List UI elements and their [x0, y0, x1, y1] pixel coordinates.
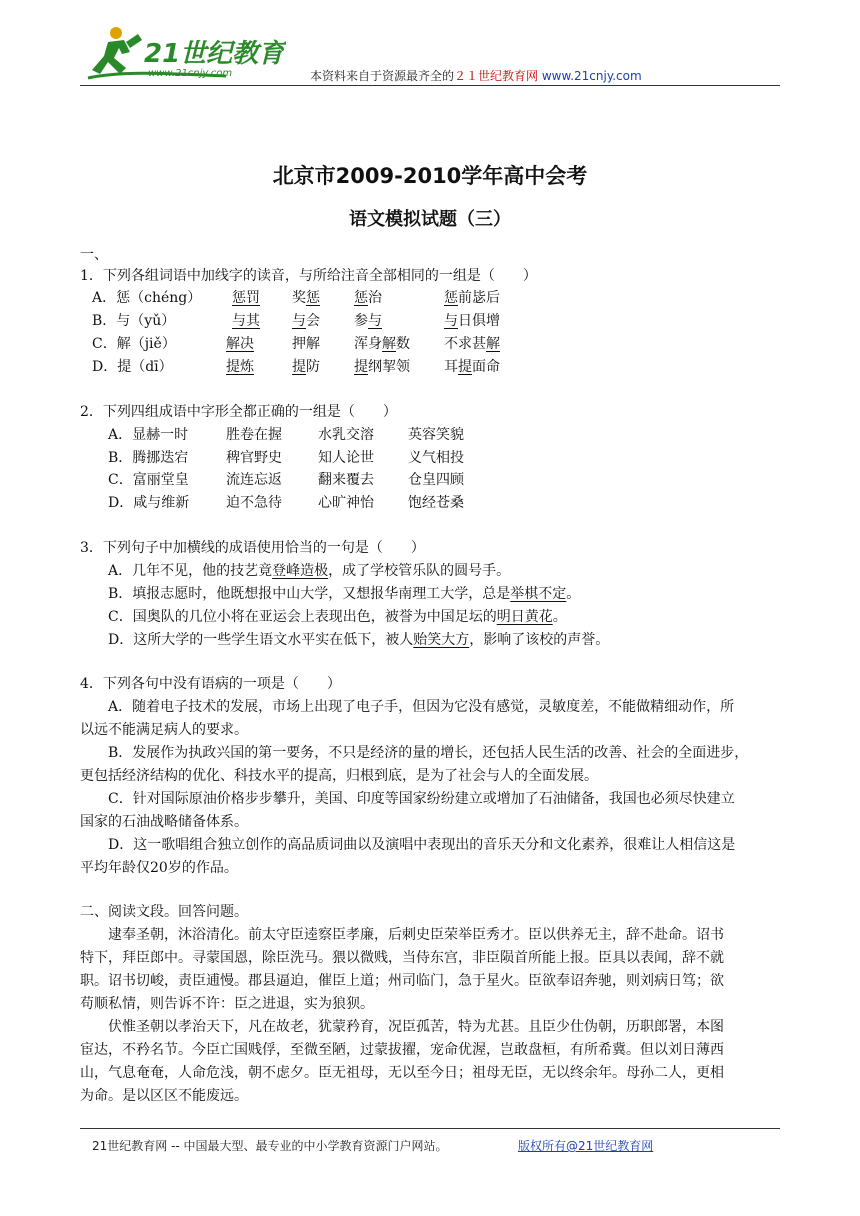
logo-text: 21世纪教育 — [144, 39, 285, 69]
q2-stem: 2．下列四组成语中字形全都正确的一组是（ ） — [80, 404, 397, 420]
logo-url: www.21cnjy.com — [148, 68, 233, 79]
passage-line: 特下，拜臣郎中。寻蒙国恩，除臣洗马。猥以微贱，当侍东宫，非臣陨首所能上报。臣具以表闻，辞不就 — [80, 950, 724, 966]
q4-option-d-line-1: D．这一歌唱组合独立创作的高品质词曲以及演唱中表现出的音乐天分和文化素养，很难让人相信这是 — [108, 837, 736, 853]
passage-line: 逮奉圣朝，沐浴清化。前太守臣逵察臣孝廉，后刺史臣荣举臣秀才。臣以供养无主，辞不赴命。诏书 — [108, 927, 724, 943]
q4-option-c-line-1: C．针对国际原油价格步步攀升，美国、印度等国家纷纷建立或增加了石油储备，我国也必须尽快建立 — [108, 791, 735, 807]
q3-option-d: D．这所大学的一些学生语文水平实在低下，被人贻笑大方，影响了该校的声誉。 — [108, 632, 610, 648]
q4-option-b-line-2: 更包括经济结构的优化、科技水平的提高，归根到底，是为了社会与人的全面发展。 — [80, 768, 598, 784]
q3-option-a: A．几年不见，他的技艺竟登峰造极，成了学校管乐队的圆号手。 — [108, 563, 511, 579]
header-divider — [80, 85, 780, 86]
passage-line: 为命。是以区区不能废远。 — [80, 1088, 248, 1104]
header-site-name: ２１世纪教育网 — [454, 69, 539, 83]
q3-option-b: B．填报志愿时，他既想报中山大学，又想报华南理工大学，总是举棋不定。 — [108, 586, 581, 602]
page-subtitle: 语文模拟试题（三） — [349, 209, 511, 230]
q4-option-c-line-2: 国家的石油战略储备体系。 — [80, 814, 248, 830]
passage-line: 苟顺私情，则告诉不许：臣之进退，实为狼狈。 — [80, 996, 374, 1012]
passage-line: 山，气息奄奄，人命危浅，朝不虑夕。臣无祖母，无以至今日；祖母无臣，无以终余年。母孙二人，更相 — [80, 1065, 724, 1081]
q4-option-d-line-2: 平均年龄仅20岁的作品。 — [80, 860, 238, 876]
header-source-note: 本资料来自于资源最齐全的２１世纪教育网 www.21cnjy.com — [310, 69, 642, 83]
footer-site-description: 21世纪教育网 -- 中国最大型、最专业的中小学教育资源门户网站。 — [92, 1139, 448, 1153]
header-site-url[interactable]: www.21cnjy.com — [541, 69, 642, 83]
section-2-label: 二、阅读文段。回答问题。 — [80, 904, 248, 920]
footer-copyright-link[interactable]: 版权所有@21世纪教育网 — [518, 1139, 654, 1153]
section-1-label: 一、 — [80, 247, 108, 263]
passage-line: 职。诏书切峻，责臣逋慢。郡县逼迫，催臣上道；州司临门，急于星火。臣欲奉诏奔驰，则刘病日笃；欲 — [80, 973, 724, 989]
passage-line: 伏惟圣朝以孝治天下，凡在故老，犹蒙矜育，况臣孤苦，特为尤甚。且臣少仕伪朝，历职郎署，本图 — [108, 1019, 724, 1035]
q4-option-a-line-1: A．随着电子技术的发展，市场上出现了电子手，但因为它没有感觉，灵敏度差，不能做精细动作，所 — [108, 699, 735, 715]
q1-stem: 1．下列各组词语中加线字的读音，与所给注音全部相同的一组是（ ） — [80, 268, 537, 284]
q3-option-c: C．国奥队的几位小将在亚运会上表现出色，被誉为中国足坛的明日黄花。 — [108, 609, 567, 625]
page-title: 北京市2009-2010学年高中会考 — [272, 164, 588, 188]
q3-stem: 3．下列句子中加横线的成语使用恰当的一句是（ ） — [80, 540, 425, 556]
document-page: 21世纪教育 www.21cnjy.com 本资料来自于资源最齐全的２１世纪教育网 www.21cnjy.com 北京市2009-2010学年高中会考 语文模拟试题（三） 一、 1．下列各组词语中加线字的读音，与所给注音全部相同的一组是（ ） A．惩（chéng） 惩罚 奖惩 惩治 惩前毖后 B．与（yǔ） 与其 与会 参与 与日俱增 C．解（jiě） 解决 押解 浑身解数 不求甚解 D．提（dī） 提炼 提防 提纲挈领 耳提面命 2．下列四组成语中字形全都正确的一组是（ ） A．显赫一时 胜卷在握 水乳交溶 英容笑貌 B．腾挪迭宕 稗官野史 知人论世 义气相投 C．富丽堂皇 流连忘返 翻来覆去 仓皇四顾 D．咸与维新 迫不急待 心旷神怡 饱经苍桑 3．下列句子中加横线的成语使用恰当的一句是（ ） A．几年不见，他的技艺竟登峰造极，成了学校管乐队的圆号手。 B．填报志愿时，他既想报中山大学，又想报华南理工大学，总是举棋不定。 C．国奥队的几位小将在亚运会上表现出色，被誉为中国足坛的明日黄花。 D．这所大学的一些学生语文水平实在低下，被人贻笑大方，影响了该校的声誉。 4．下列各句中没有语病的一项是（ ） A．随着电子技术的发展，市场上出现了电子手，但因为它没有感觉，灵敏度差，不能做精细动作，所 以远不能满足病人的要求。 B．发展作为执政兴国的第一要务，不只是经济的量的增长，还包括人民生活的改善、社会的全面进步， 更包括经济结构的优化、科技水平的提高，归根到底，是为了社会与人的全面发展。 C．针对国际原油价格步步攀升，美国、印度等国家纷纷建立或增加了石油储备，我国也必须尽快建立 国家的石油战略储备体系。 D．这一歌唱组合独立创作的高品质词曲以及演唱中表现出的音乐天分和文化素养，很难让人相信这是 平均年龄仅20岁的作品。 二、阅读文段。回答问题。 逮奉圣朝，沐浴清化。前太守臣逵察臣孝廉，后刺史臣荣举臣秀才。臣以供养无主，辞不赴命。诏书 特下，拜臣郎中。寻蒙国恩，除臣洗马。猥以微贱，当侍东宫，非臣陨首所能上报。臣具以表闻，辞不就 职。诏书切峻，责臣逋慢。郡县逼迫，催臣上道；州司临门，急于星火。臣欲奉诏奔驰，则刘病日笃；欲 苟顺私情，则告诉不许：臣之进退，实为狼狈。 伏惟圣朝以孝治天下，凡在故老，犹蒙矜育，况臣孤苦，特为尤甚。且臣少仕伪朝，历职郎署，本图 宦达，不矜名节。今臣亡国贱俘，至微至陋，过蒙拔擢，宠命优渥，岂敢盘桓，有所希冀。但以刘日薄西 山，气息奄奄，人命危浅，朝不虑夕。臣无祖母，无以至今日；祖母无臣，无以终余年。母孙二人，更相 为命。是以区区不能废远。 21世纪教育网 -- 中国最大型、最专业的中小学教育资源门户网站。 版权所有@21世纪教育网 — [0, 0, 860, 1216]
footer-divider — [80, 1128, 780, 1129]
passage-line: 宦达，不矜名节。今臣亡国贱俘，至微至陋，过蒙拔擢，宠命优渥，岂敢盘桓，有所希冀。但以刘日薄西 — [80, 1042, 724, 1058]
q4-option-a-line-2: 以远不能满足病人的要求。 — [80, 722, 248, 738]
q4-stem: 4．下列各句中没有语病的一项是（ ） — [80, 676, 341, 692]
site-logo — [86, 24, 286, 84]
q4-option-b-line-1: B．发展作为执政兴国的第一要务，不只是经济的量的增长，还包括人民生活的改善、社会的全面进步， — [108, 745, 749, 761]
